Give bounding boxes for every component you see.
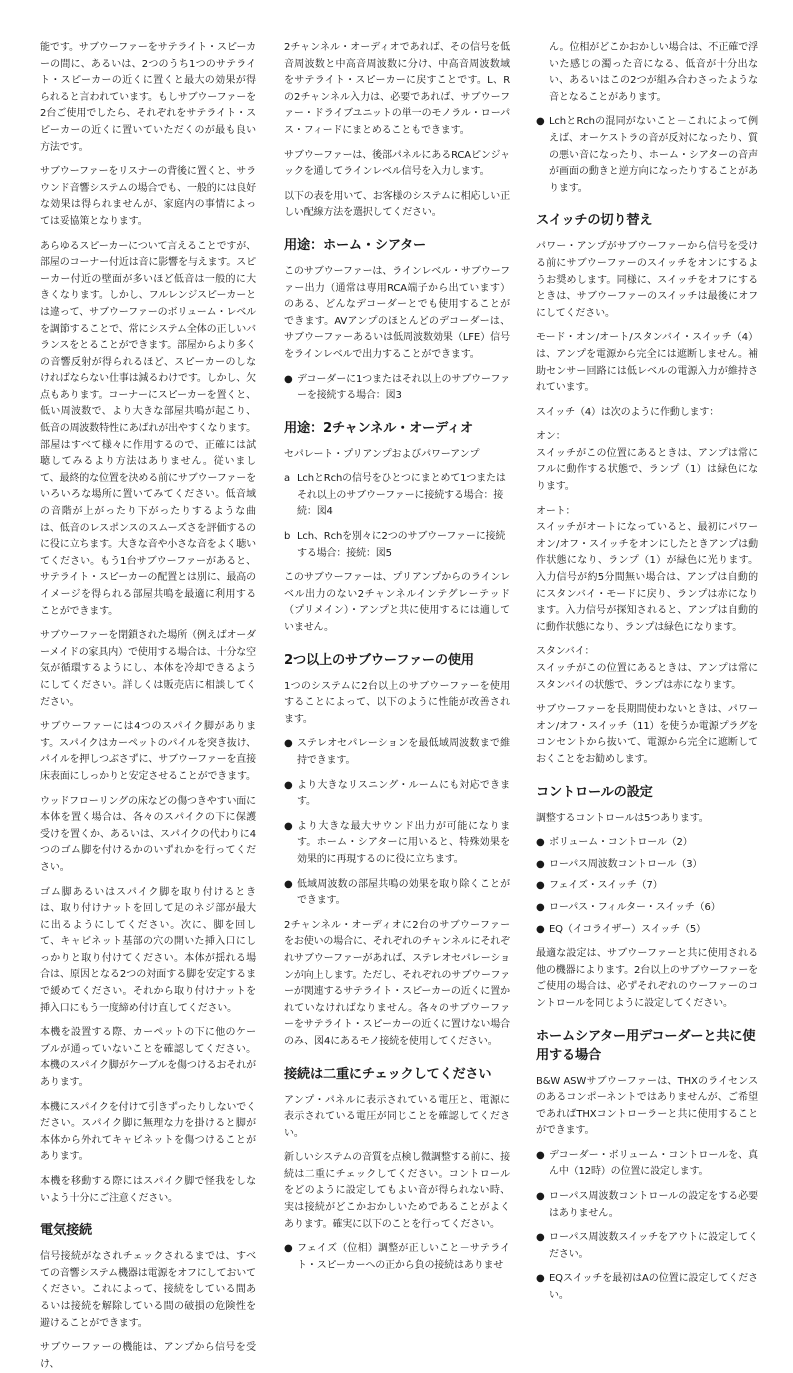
list-item-text: フェイズ・スイッチ（7） bbox=[549, 880, 663, 892]
paragraph: B&W ASWサブウーファーは、THXのライセンスのあるコンポーネントではありませんが、ご希望であればTHXコントローラーと共に使用することができます。 bbox=[536, 1075, 758, 1137]
bullet-icon: ● bbox=[536, 880, 545, 892]
list-item-text: 低域周波数の部屋共鳴の効果を取り除くことができます。 bbox=[297, 878, 510, 907]
paragraph: サブウーファーをリスナーの背後に置くと、サラウンド音響システムの場合でも、一般的には良好な効果は得られませんが、家庭内の事情によっては妥協策となります。 bbox=[40, 166, 256, 227]
paragraph: 本機を移動する際にはスパイク脚で怪我をしないよう十分にご注意ください。 bbox=[40, 1176, 256, 1204]
list-item bbox=[536, 114, 758, 197]
mode-auto-block bbox=[536, 504, 758, 637]
column-middle bbox=[284, 40, 510, 1282]
section-heading-controls: コントロールの設定 bbox=[536, 784, 653, 800]
section-heading-multiple-subwoofers: 2つ以上のサブウーファーの使用 bbox=[284, 652, 474, 668]
list-item-text: フェイズ（位相）調整が正しいこと－サテライト・スピーカーへの正から負の接続はありませ bbox=[297, 1243, 510, 1271]
list-item-text: ローパス周波数コントロールの設定をする必要はありません。 bbox=[549, 1191, 758, 1219]
paragraph: 2チャンネル・オーディオに2台のサブウーファーをお使いの場合に、それぞれのチャンネルにそれぞれサブウーファーがあれば、ステレオセパレーションが向上します。ただし、それぞれのサブウーファーが関連するサテライト・スピーカーの近くに置かれていなければなりません。各々のサブウーファーをサテライト・スピーカーの近くに置けない場合のみ、図4にあるモノ接続を使用してください。 bbox=[284, 919, 510, 1047]
bullet-icon: ● bbox=[284, 738, 293, 750]
list-letter: b bbox=[284, 531, 291, 543]
section-heading-2ch-audio: 用途：2チャンネル・オーディオ bbox=[284, 420, 473, 436]
list-item bbox=[284, 1241, 510, 1274]
paragraph: セパレート・プリアンプおよびパワーアンプ bbox=[284, 448, 480, 460]
list-item-text: EQ（イコライザー）スイッチ（5） bbox=[549, 923, 706, 935]
bullet-icon: ● bbox=[284, 878, 293, 890]
bullet-icon: ● bbox=[536, 858, 545, 870]
bullet-icon: ● bbox=[536, 837, 545, 849]
paragraph: このサブウーファーは、ラインレベル・サブウーファー出力（通常は専用RCA端子から出ています）のある、どんなデコーダーとでも使用することができます。AVアンプのほとんどのデコーダーは、サブウーファーあるいは低周波数効果（LFE）信号をラインレベルで出力することができます。 bbox=[284, 265, 510, 360]
paragraph: サブウーファーは、後部パネルにあるRCAピンジャックを通してラインレベル信号を入力します。 bbox=[284, 149, 510, 178]
list-item bbox=[284, 778, 510, 811]
mode-standby-block bbox=[536, 644, 758, 694]
paragraph: 本機にスパイクを付けて引きずったりしないでください。スパイク脚に無理な力を掛けると脚が本体から外れてキャビネットを傷つけることがあります。 bbox=[40, 1101, 256, 1163]
paragraph-continued: ん。位相がどこかおかしい場合は、不正確で浮いた感じの濁った音になる、低音が十分出ない、あるいはこの2つが組み合わさったような音となることがあります。 bbox=[549, 42, 758, 103]
section-heading-double-check: 接続は二重にチェックしてください bbox=[284, 1066, 492, 1082]
list-item bbox=[536, 1189, 758, 1222]
mode-description: スイッチがオートになっていると、最初にパワーオン/オフ・スイッチをオンにしたときアンプは動作状態になり、ランプ（1）が緑色に光ります。入力信号が約5分間無い場合は、アンプは自動的にスタンバイ・モードに戻り、ランプは赤になります。入力信号が探知されると、アンプは自動的に動作状態になり、ランプは緑色になります。 bbox=[536, 522, 758, 633]
paragraph: パワー・アンプがサブウーファーから信号を受ける前にサブウーファーのスイッチをオンにするようお奨めします。同様に、スイッチをオフにするときは、サブウーファーのスイッチは最後にオフにしてください。 bbox=[536, 241, 758, 319]
list-item-text: LchとRchの信号をひとつにまとめて1つまたはそれ以上のサブウーファーに接続する場合：接続：図4 bbox=[297, 473, 506, 518]
list-item bbox=[536, 857, 758, 874]
list-item-b bbox=[284, 529, 510, 562]
mode-title: スタンバイ： bbox=[536, 646, 595, 658]
paragraph: サブウーファーを閉鎖された場所（例えばオーダーメイドの家具内）で使用する場合は、十分な空気が循環するようにし、本体を冷却できるようにしてください。詳しくは販売店に相談してください。 bbox=[40, 630, 256, 708]
list-item bbox=[536, 900, 758, 917]
mode-description: スイッチがこの位置にあるときは、アンプは常にスタンバイの状態で、ランプは赤になります。 bbox=[536, 663, 758, 691]
paragraph: モード・オン/オート/スタンバイ・スイッチ（4）は、アンプを電源から完全には遮断しません。補助センサー回路には低レベルの電源入力が維持されています。 bbox=[536, 332, 758, 394]
bullet-icon: ● bbox=[536, 923, 545, 935]
list-item-text: ローパス周波数コントロール（3） bbox=[549, 858, 703, 870]
list-item bbox=[284, 736, 510, 769]
section-heading-electrical: 電気接続 bbox=[40, 1223, 92, 1239]
bullet-icon: ● bbox=[536, 1149, 545, 1161]
paragraph: サブウーファーの機能は、アンプから信号を受け、 bbox=[40, 1342, 256, 1370]
bullet-icon: ● bbox=[284, 373, 293, 385]
list-item bbox=[284, 877, 510, 910]
list-item-text: ローパス周波数スイッチをアウトに設定してください。 bbox=[549, 1232, 758, 1260]
paragraph: 本機を設置する際、カーペットの下に他のケーブルが通っていないことを確認してください。本機のスパイク脚がケーブルを傷つけるおそれがあります。 bbox=[40, 1027, 256, 1089]
list-item-text: Lch、Rchを別々に2つのサブウーファーに接続する場合：接続：図5 bbox=[297, 531, 506, 559]
list-item-text: より大きなリスニング・ルームにも対応できます。 bbox=[297, 779, 510, 808]
list-item-text: デコーダー・ボリューム・コントロールを、真ん中（12時）の位置に設定します。 bbox=[549, 1149, 758, 1178]
mode-description: スイッチがこの位置にあるときは、アンプは常にフルに動作する状態で、ランプ（1）は緑色になります。 bbox=[536, 447, 758, 493]
mode-on-block bbox=[536, 429, 758, 495]
list-item-text: より大きな最大サウンド出力が可能になります。ホーム・シアターに用いると、特殊効果を効果的に再現するのに役に立ちます。 bbox=[297, 820, 510, 865]
paragraph: サブウーファーには4つのスパイク脚があります。スパイクはカーペットのパイルを突き抜け、パイルを押しつぶさずに、サブウーファーを直接床表面にしっかりと安定させることができます。 bbox=[40, 721, 256, 782]
paragraph: 調整するコントロールは5つあります。 bbox=[536, 812, 709, 824]
column-left bbox=[40, 40, 256, 1373]
bullet-icon: ● bbox=[536, 1273, 545, 1285]
paragraph: 1つのシステムに2台以上のサブウーファーを使用することによって、以下のように性能が改善されます。 bbox=[284, 680, 510, 725]
list-item bbox=[536, 1230, 758, 1263]
list-item bbox=[536, 835, 758, 852]
list-item-text: ローパス・フィルター・スイッチ（6） bbox=[549, 901, 721, 913]
bullet-icon: ● bbox=[284, 779, 293, 791]
paragraph: ゴム脚あるいはスパイク脚を取り付けるときは、取り付けナットを回して足のネジ部が最大に出るようにしてください。次に、脚を回して、キャビネット基部の穴の開いた挿入口にしっかりと取り付けてください。本体が揺れる場合は、原因となる2つの対面する脚を安定するまで緩めてください。それから取り付けナットを挿入口にもう一度締め付け直してください。 bbox=[40, 886, 256, 1014]
section-heading-switching: スイッチの切り替え bbox=[536, 213, 653, 229]
list-item-text: LchとRchの混同がないこと－これによって例えば、オーケストラの音が反対になったり、質の悪い音になったり、ホーム・シアターの音声が画面の動きと逆方向になったりすることがあります。 bbox=[549, 116, 758, 194]
paragraph: 信号接続がなされチェックされるまでは、すべての音響システム機器は電源をオフにしておいてください。これによって、接続をしている間あるいは接続を解除している間の破損の危険性を避けることができます。 bbox=[40, 1251, 256, 1329]
list-item-a bbox=[284, 471, 510, 521]
list-item bbox=[536, 1271, 758, 1304]
section-heading-home-theater: 用途：ホーム・シアター bbox=[284, 237, 426, 253]
paragraph: 以下の表を用いて、お客様のシステムに相応しい正しい配線方法を選択してください。 bbox=[284, 190, 510, 219]
paragraph: 最適な設定は、サブウーファーと共に使用される他の機器によります。2台以上のサブウーファーをご使用の場合は、必ずそれぞれのウーファーのコントロールを同じように設定してください。 bbox=[536, 948, 758, 1009]
bullet-icon: ● bbox=[284, 1243, 293, 1255]
paragraph: 新しいシステムの音質を点検し微調整する前に、接続は二重にチェックしてください。コントロールをどのように設定してもよい音が得られない時、実は接続がどこかおかしいためであることがよくあります。確実に以下のことを行ってください。 bbox=[284, 1152, 510, 1230]
list-item bbox=[284, 372, 510, 405]
list-item bbox=[536, 1148, 758, 1181]
bullet-icon: ● bbox=[536, 1232, 545, 1244]
list-item-text: ステレオセパレーションを最低域周波数まで維持できます。 bbox=[297, 738, 510, 766]
mode-title: オート： bbox=[536, 505, 576, 517]
paragraph: スイッチ（4）は次のように作動します： bbox=[536, 406, 720, 418]
list-item-text: EQスイッチを最初はAの位置に設定してください。 bbox=[549, 1273, 758, 1302]
bullet-icon: ● bbox=[536, 901, 545, 913]
bullet-icon: ● bbox=[536, 116, 545, 128]
list-item-text: ボリューム・コントロール（2） bbox=[549, 837, 693, 849]
paragraph: アンプ・パネルに表示されている電圧と、電源に表示されている電圧が同じことを確認してください。 bbox=[284, 1094, 510, 1139]
bullet-icon: ● bbox=[536, 1191, 545, 1203]
mode-title: オン： bbox=[536, 431, 566, 443]
list-item bbox=[536, 878, 758, 895]
list-item-text: デコーダーに1つまたはそれ以上のサブウーファーを接続する場合：図3 bbox=[297, 373, 510, 402]
paragraph: ウッドフローリングの床などの傷つきやすい面に本体を置く場合は、各々のスパイクの下に保護受けを置くか、あるいは、スパイクの代わりに4つのゴム脚を付けるかのいずれかを行ってください。 bbox=[40, 795, 256, 873]
paragraph: このサブウーファーは、プリアンプからのラインレベル出力のない2チャンネルインテグレーテッド（プリメイン）・アンプと共に使用するには適していません。 bbox=[284, 572, 510, 634]
list-letter: a bbox=[284, 473, 290, 485]
column-right bbox=[536, 40, 758, 1313]
paragraph: 2チャンネル・オーディオであれば、その信号を低音周波数と中高音周波数に分け、中高音周波数域をサテライト・スピーカーに戻すことです。L、Rの2チャンネル入力は、必要であれば、サブウーファー・ドライブユニットの単一のモノラル・ローパス・フィードにまとめることもできます。 bbox=[284, 42, 510, 136]
paragraph: あらゆるスピーカーについて言えることですが、部屋のコーナー付近は音に影響を与えます。スピーカー付近の壁面が多いほど低音は一般的に大きくなります。しかし、フルレンジスピーカーとは違って、サブウーファーのボリューム・レベルを調節することで、常にシステム全体の正しいバランスをとることができます。部屋からより多くの音響反射が得られるほど、スピーカーのしなければならない仕事は減るわけです。しかし、欠点もあります。コーナーにスピーカーを置くと、低い周波数で、より大きな部屋共鳴が起こり、低音の周波数特性にあばれが出やすくなります。部屋はすべて様々に作用するので、正確には試聴してみるより方法はありません。従いまして、最終的な位置を決める前にサブウーファーをいろいろな場所に置いてみてください。低音域の音階が上がったり下がったりするような曲は、低音のレスポンスのスムーズさを評価するのに役に立ちます。大きな音や小さな音をよく聴いてください。もう1台サブウーファーがあると、サテライト・スピーカーの配置とは別に、最高のイメージを得られる部屋共鳴を最適に利用することができます。 bbox=[40, 240, 256, 617]
bullet-icon: ● bbox=[284, 820, 293, 832]
section-heading-decoder: ホームシアター用デコーダーと共に使用する場合 bbox=[536, 1028, 756, 1063]
list-item bbox=[284, 819, 510, 869]
paragraph: 能です。サブウーファーをサテライト・スピーカーの間に、あるいは、2つのうち1つのサテライト・スピーカーの近くに置くと最大の効果が得られると言われています。もしサブウーファーを2台ご使用でしたら、それぞれをサテライト・スピーカーの近くに置いていただくのが最も良い方法です。 bbox=[40, 42, 256, 153]
list-item bbox=[536, 922, 758, 939]
paragraph: サブウーファーを長期間使わないときは、パワーオン/オフ・スイッチ（11）を使うか電源プラグをコンセントから抜いて、電源から完全に遮断しておくことをお勧めします。 bbox=[536, 704, 758, 765]
